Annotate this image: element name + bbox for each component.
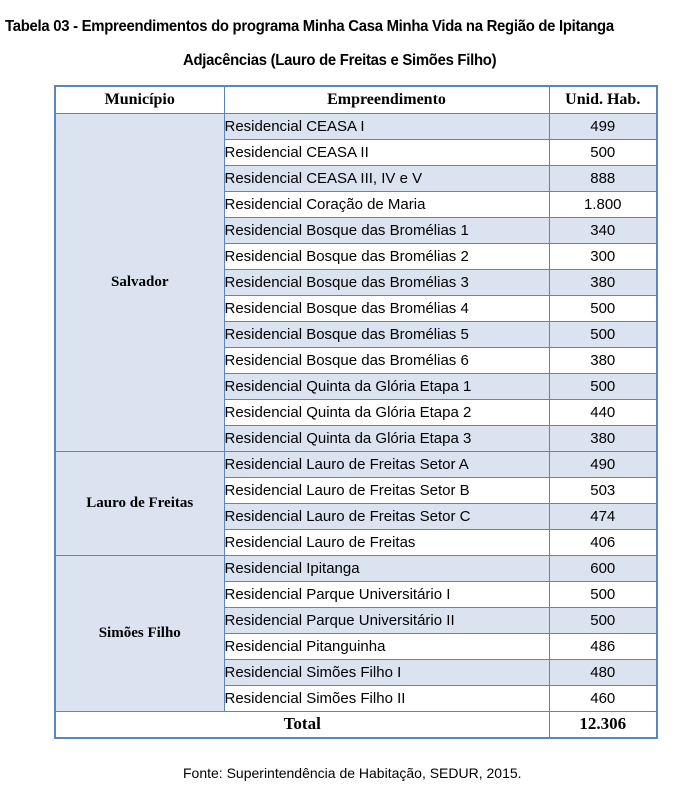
empreendimento-cell: Residencial Lauro de Freitas [224,529,549,555]
units-cell: 380 [549,425,657,451]
units-cell: 500 [549,581,657,607]
units-cell: 888 [549,165,657,191]
units-cell: 500 [549,607,657,633]
empreendimento-cell: Residencial Lauro de Freitas Setor A [224,451,549,477]
empreendimento-cell: Residencial Pitanguinha [224,633,549,659]
empreendimento-cell: Residencial Bosque das Bromélias 2 [224,243,549,269]
empreendimento-cell: Residencial Coração de Maria [224,191,549,217]
empreendimento-cell: Residencial Ipitanga [224,555,549,581]
units-cell: 500 [549,321,657,347]
housing-projects-table [54,85,658,739]
units-cell: 600 [549,555,657,581]
units-cell: 474 [549,503,657,529]
empreendimento-cell: Residencial Quinta da Glória Etapa 3 [224,425,549,451]
total-label: Total [55,711,549,738]
empreendimento-cell: Residencial Bosque das Bromélias 3 [224,269,549,295]
empreendimento-cell: Residencial Bosque das Bromélias 5 [224,321,549,347]
units-cell: 490 [549,451,657,477]
empreendimento-cell: Residencial Bosque das Bromélias 1 [224,217,549,243]
table-caption-line-2: Adjacências (Lauro de Freitas e Simões Filho) [183,52,497,69]
units-cell: 300 [549,243,657,269]
header-empreendimento: Empreendimento [224,86,549,113]
empreendimento-cell: Residencial Quinta da Glória Etapa 2 [224,399,549,425]
units-cell: 500 [549,295,657,321]
units-cell: 380 [549,347,657,373]
empreendimento-cell: Residencial Bosque das Bromélias 6 [224,347,549,373]
units-cell: 406 [549,529,657,555]
units-cell: 486 [549,633,657,659]
total-value: 12.306 [549,711,657,738]
municipio-cell: Lauro de Freitas [55,451,224,555]
units-cell: 503 [549,477,657,503]
units-cell: 340 [549,217,657,243]
units-cell: 1.800 [549,191,657,217]
units-cell: 480 [549,659,657,685]
table-header-row [55,86,657,113]
empreendimento-cell: Residencial CEASA I [224,113,549,139]
units-cell: 499 [549,113,657,139]
table-row [55,451,657,477]
municipio-cell: Salvador [55,113,224,451]
empreendimento-cell: Residencial Simões Filho II [224,685,549,711]
total-row [55,711,657,738]
empreendimento-cell: Residencial Lauro de Freitas Setor B [224,477,549,503]
empreendimento-cell: Residencial Quinta da Glória Etapa 1 [224,373,549,399]
units-cell: 460 [549,685,657,711]
empreendimento-cell: Residencial Parque Universitário I [224,581,549,607]
empreendimento-cell: Residencial CEASA III, IV e V [224,165,549,191]
empreendimento-cell: Residencial Simões Filho I [224,659,549,685]
empreendimento-cell: Residencial Parque Universitário II [224,607,549,633]
empreendimento-cell: Residencial Lauro de Freitas Setor C [224,503,549,529]
table-source-note: Fonte: Superintendência de Habitação, SEDUR, 2015. [183,765,522,781]
table-row [55,113,657,139]
units-cell: 380 [549,269,657,295]
empreendimento-cell: Residencial Bosque das Bromélias 4 [224,295,549,321]
units-cell: 500 [549,373,657,399]
table-caption-line-1: Tabela 03 - Empreendimentos do programa Minha Casa Minha Vida na Região de Ipitanga [5,18,614,35]
header-unid-hab: Unid. Hab. [549,86,657,113]
table-row [55,555,657,581]
units-cell: 500 [549,139,657,165]
units-cell: 440 [549,399,657,425]
header-municipio: Município [55,86,224,113]
municipio-cell: Simões Filho [55,555,224,711]
empreendimento-cell: Residencial CEASA II [224,139,549,165]
table-body [55,113,657,711]
